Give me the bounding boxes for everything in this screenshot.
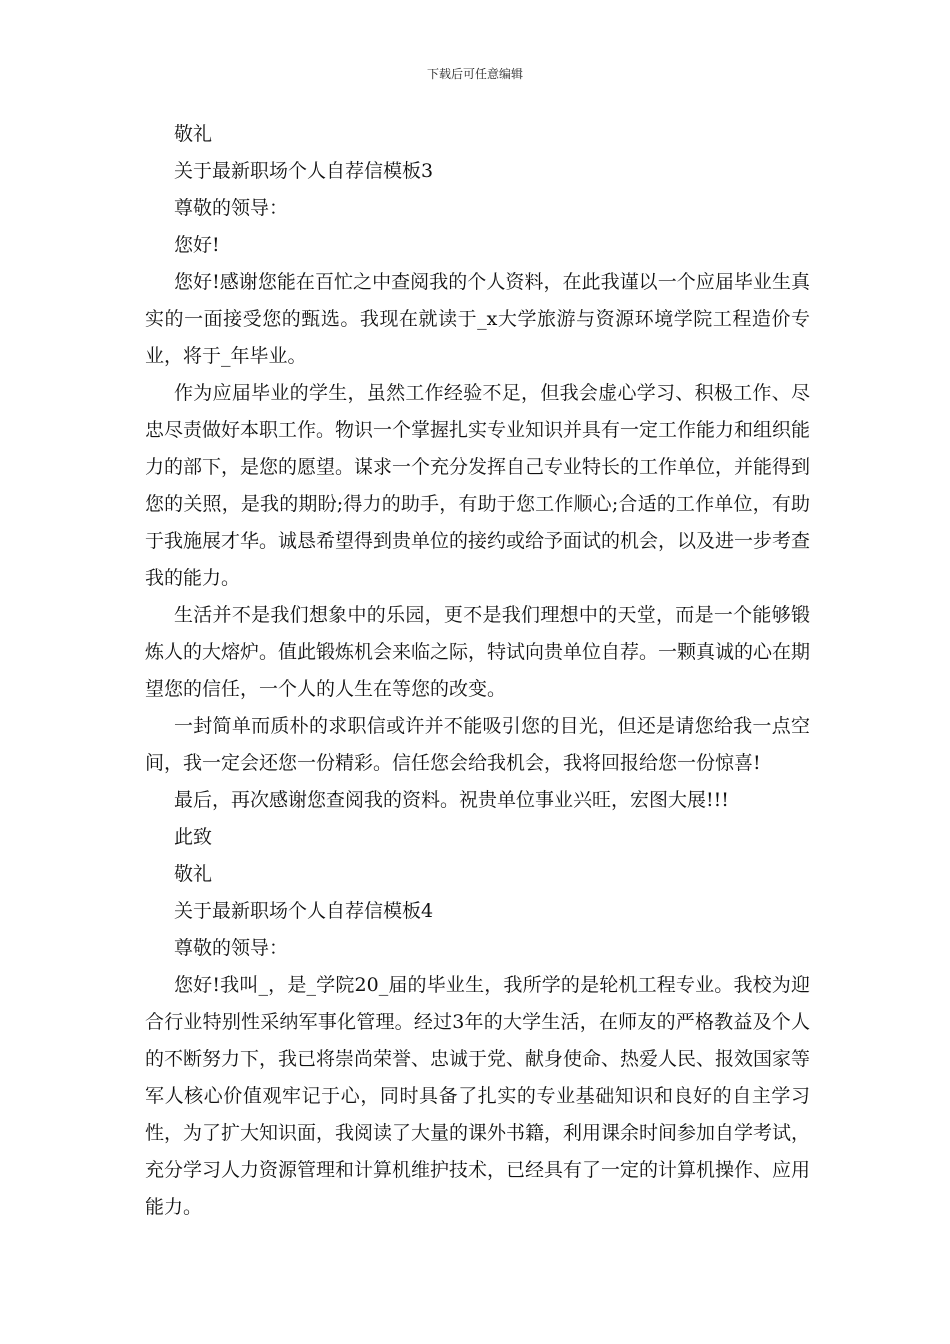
body-paragraph: 生活并不是我们想象中的乐园，更不是我们理想中的天堂，而是一个能够锻炼人的大熔炉。值此锻炼机会来临之际，特试向贵单位自荐。一颗真诚的心在期望您的信任，一个人的人生在等您的改变。 (145, 604, 811, 700)
template-title-4: 关于最新职场个人自荐信模板4 (174, 900, 434, 922)
closing-line: 此致 (174, 826, 213, 848)
body-paragraph: 一封简单而质朴的求职信或许并不能吸引您的目光，但还是请您给我一点空间，我一定会还您一份精彩。信任您会给我机会，我将回报给您一份惊喜! (145, 715, 810, 774)
body-paragraph: 作为应届毕业的学生，虽然工作经验不足，但我会虚心学习、积极工作、尽忠尽责做好本职工作。物识一个掌握扎实专业知识并具有一定工作能力和组织能力的部下，是您的愿望。谋求一个充分发挥自己专业特长的工作单位，并能得到您的关照，是我的期盼;得力的助手，有助于您工作顺心;合适的工作单位，有助于我施展才华。诚恳希望得到贵单位的接约或给予面试的机会，以及进一步考查我的能力。 (145, 382, 811, 589)
closing-salutation: 敬礼 (174, 123, 213, 145)
closing-salutation: 敬礼 (174, 863, 213, 885)
template-title-3: 关于最新职场个人自荐信模板3 (174, 160, 434, 182)
document-body (145, 116, 810, 1226)
recipient-greeting: 尊敬的领导： (174, 197, 289, 219)
hello-line: 您好! (174, 234, 220, 256)
body-paragraph: 最后，再次感谢您查阅我的资料。祝贵单位事业兴旺，宏图大展!!! (174, 789, 729, 811)
recipient-greeting: 尊敬的领导： (174, 937, 289, 959)
page-header-note: 下载后可任意编辑 (426, 67, 523, 81)
body-paragraph: 您好!感谢您能在百忙之中查阅我的个人资料，在此我谨以一个应届毕业生真实的一面接受您的甄选。我现在就读于_x大学旅游与资源环境学院工程造价专业，将于_年毕业。 (145, 271, 810, 367)
body-paragraph: 您好!我叫_，是_学院20_届的毕业生，我所学的是轮机工程专业。我校为迎合行业特别性采纳军事化管理。经过3年的大学生活，在师友的严格教益及个人的不断努力下，我已将崇尚荣誉、忠诚于党、献身使命、热爱人民、报效国家等军人核心价值观牢记于心，同时具备了扎实的专业基础知识和良好的自主学习性，为了扩大知识面，我阅读了大量的课外书籍，利用课余时间参加自学考试，充分学习人力资源管理和计算机维护技术，已经具有了一定的计算机操作、应用能力。 (145, 974, 811, 1218)
